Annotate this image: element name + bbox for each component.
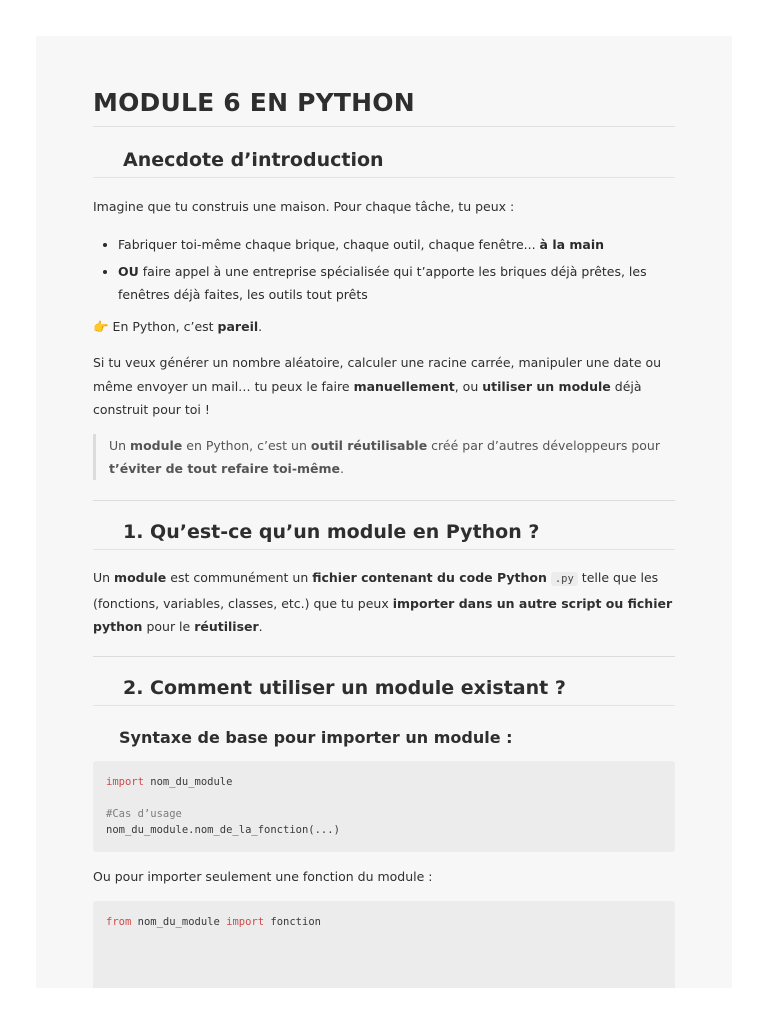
quote-text: en Python, c’est un	[182, 438, 311, 453]
para-bold: manuellement	[353, 378, 455, 394]
heading-section-2: 2. Comment utiliser un module existant ?	[93, 677, 675, 706]
code-text: fonction	[264, 916, 321, 928]
code-keyword: from	[106, 916, 132, 928]
quote-text: .	[340, 461, 344, 476]
code-line	[106, 774, 662, 790]
list-item	[118, 260, 700, 307]
blockquote	[93, 434, 675, 480]
code-keyword: import	[106, 776, 144, 788]
code-text: nom_du_module	[143, 776, 233, 788]
para-text: déjà construit pour toi !	[93, 378, 642, 417]
para-bold: importer dans un autre script ou fichier python	[93, 595, 673, 634]
para-bold: réutiliser	[194, 619, 259, 634]
para-bold: fichier contenant du code Python	[312, 570, 547, 585]
bullet-bold: OU	[118, 263, 139, 279]
pointer-end: .	[258, 319, 263, 334]
code-line: nom_du_module.nom_de_la_fonction(...)	[106, 824, 340, 836]
quote-bold: outil réutilisable	[310, 438, 428, 453]
pointer-bold: pareil	[217, 319, 259, 334]
code-text: nom_du_module	[131, 916, 227, 928]
quote-text: Un	[109, 438, 131, 453]
subheading-syntax: Syntaxe de base pour importer un module :	[119, 728, 513, 747]
between-paragraph: Ou pour importer seulement une fonction du module :	[93, 869, 433, 884]
section1-paragraph	[93, 566, 675, 639]
page-title: MODULE 6 EN PYTHON	[93, 88, 675, 127]
bullet-bold: à la main	[539, 237, 605, 252]
document-page	[36, 36, 732, 988]
pointing-hand-icon: 👉	[93, 319, 109, 334]
para-text: Si tu veux générer un nombre aléatoire, calculer une racine carrée, manipuler une date ou même envoyer un mail… tu peux le faire	[93, 355, 662, 394]
intro-bullet-list	[93, 233, 700, 310]
divider	[93, 500, 675, 501]
quote-bold: module	[130, 438, 183, 453]
para-text: est communément un	[166, 570, 313, 585]
intro-lead: Imagine que tu construis une maison. Pour chaque tâche, tu peux :	[93, 199, 515, 214]
intro-paragraph	[93, 351, 675, 422]
para-bold: utiliser un module	[482, 378, 611, 394]
heading-section-1: 1. Qu’est-ce qu’un module en Python ?	[93, 521, 675, 550]
code-block-import[interactable]	[93, 761, 675, 852]
pointer-line	[93, 315, 675, 339]
list-item	[118, 233, 700, 257]
code-keyword: import	[226, 916, 265, 928]
para-text: , ou	[454, 378, 483, 394]
heading-anecdote: Anecdote d’introduction	[93, 149, 675, 178]
pointer-text: En Python, c’est	[108, 319, 218, 334]
quote-text: créé par d’autres développeurs pour	[427, 438, 660, 453]
code-line	[106, 914, 662, 930]
para-text: .	[258, 619, 263, 634]
bullet-text: faire appel à une entreprise spécialisée qui t’apporte les briques déjà prêtes, les fenêtres déjà faites, les outils tout prêts	[118, 263, 647, 302]
divider	[93, 656, 675, 657]
para-text: pour le	[142, 619, 195, 634]
para-text: telle que les (fonctions, variables, classes, etc.) que tu peux	[93, 570, 659, 611]
quote-bold: t’éviter de tout refaire toi-même	[109, 461, 341, 476]
inline-code: .py	[551, 572, 578, 586]
code-line-empty	[106, 790, 662, 806]
para-text: Un	[93, 570, 115, 585]
bullet-text: Fabriquer toi-même chaque brique, chaque outil, chaque fenêtre...	[118, 237, 540, 252]
para-bold: module	[114, 570, 167, 585]
code-block-from-import[interactable]	[93, 901, 675, 988]
code-comment: #Cas d’usage	[106, 808, 182, 820]
